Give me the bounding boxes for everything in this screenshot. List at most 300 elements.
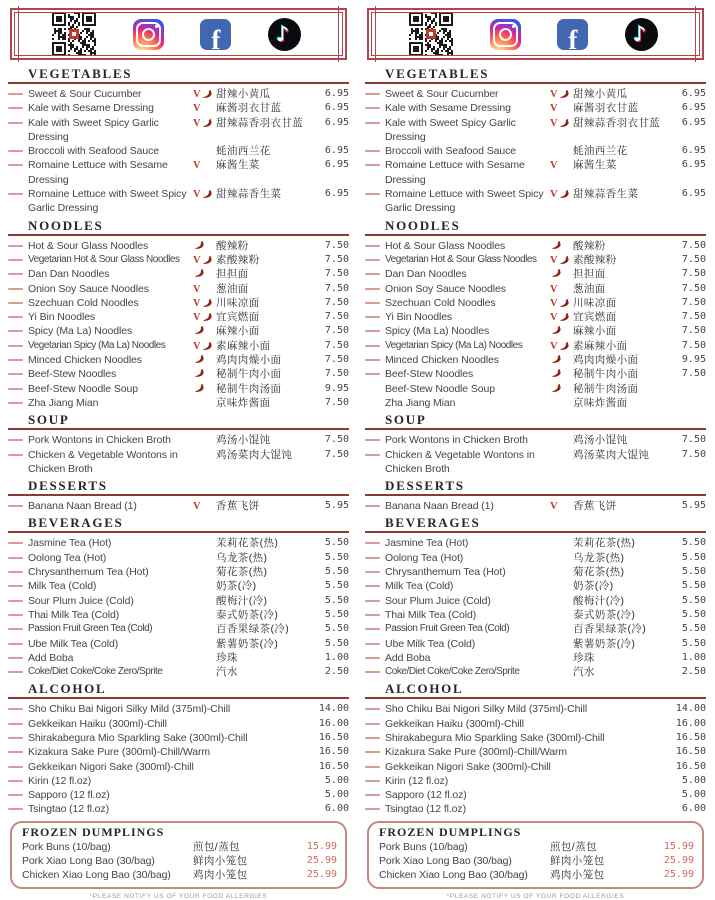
item-name-en: Milk Tea (Cold) (28, 580, 97, 593)
item-dash (8, 794, 23, 796)
menu-item-row (365, 353, 706, 367)
item-name-zh: 百香果绿茶(冷) (573, 623, 647, 636)
item-dash (8, 723, 23, 725)
item-price: 7.50 (681, 296, 706, 308)
item-zh-block (550, 579, 670, 593)
menu-item-row (8, 745, 349, 759)
item-price: 7.50 (324, 282, 349, 294)
item-dash (365, 671, 380, 673)
item-zh-block (193, 868, 301, 882)
item-badges (550, 144, 573, 145)
menu-section-noodles (8, 218, 349, 411)
item-zh-block (193, 608, 313, 622)
item-price: 5.00 (681, 774, 706, 786)
menu-item-row (8, 536, 349, 550)
item-zh-block (550, 637, 670, 651)
item-name-en: Hot & Sour Glass Noodles (28, 239, 149, 252)
item-price: 5.50 (324, 608, 349, 620)
item-zh-block (550, 608, 670, 622)
item-name-zh: 素麻辣小面 (573, 339, 628, 352)
item-name-en: Kirin (12 fl.oz) (28, 774, 92, 787)
vegetarian-badge: V (550, 189, 558, 201)
item-name-zh: 茉莉花茶(热) (216, 537, 279, 550)
section-title: NOODLES (28, 217, 104, 233)
allergy-note: *PLEASE NOTIFY US OF YOUR FOOD ALLERGIES (446, 892, 625, 900)
item-dash (365, 643, 380, 645)
menu-item-row (365, 637, 706, 651)
item-price: 6.95 (324, 188, 349, 200)
menu-item-row (8, 158, 349, 187)
item-zh-block (193, 637, 313, 651)
item-price: 5.50 (681, 623, 706, 635)
vegetarian-badge: V (550, 103, 558, 115)
item-name-en: Chicken Xiao Long Bao (30/bag) (379, 869, 528, 882)
frozen-dumplings-title: FROZEN DUMPLINGS (22, 824, 165, 839)
item-name-en: Chicken Xiao Long Bao (30/bag) (22, 869, 171, 882)
menu-item-row (8, 253, 349, 267)
menu-item-row (8, 760, 349, 774)
item-badges (193, 433, 216, 434)
item-name-zh: 麻酱生菜 (573, 159, 617, 172)
item-price: 16.50 (318, 746, 349, 758)
item-badges (550, 382, 573, 394)
item-zh-block (550, 651, 670, 665)
item-dash (8, 505, 23, 507)
item-zh-block (550, 282, 670, 296)
item-dash (365, 245, 380, 247)
section-rule (8, 697, 349, 699)
menu-section-alcohol (365, 681, 706, 816)
item-zh-block (550, 116, 670, 130)
item-dash (8, 671, 23, 673)
item-name-zh: 酸梅汁(冷) (573, 594, 625, 607)
item-dash (8, 316, 23, 318)
item-dash (8, 150, 23, 152)
item-dash (8, 557, 23, 559)
item-price: 7.50 (324, 339, 349, 351)
item-price: 6.95 (324, 145, 349, 157)
item-dash (365, 780, 380, 782)
menu-item-row (8, 339, 349, 353)
item-dash (8, 259, 23, 261)
menu-item-row (8, 579, 349, 593)
item-name-en: Kale with Sesame Dressing (385, 102, 511, 115)
item-zh-block (193, 854, 301, 868)
menu-item-row (8, 731, 349, 745)
item-dash (365, 708, 380, 710)
item-dash (365, 359, 380, 361)
item-name-en: Beef-Stew Noodles (28, 368, 117, 381)
item-dash (365, 557, 380, 559)
spicy-chili-icon (194, 325, 205, 336)
section-title: VEGETABLES (28, 66, 133, 81)
item-name-zh: 秘制牛肉小面 (216, 368, 282, 381)
item-zh-block (193, 433, 313, 447)
menu-column (365, 8, 706, 900)
item-badges (193, 339, 216, 353)
item-badges (193, 665, 216, 666)
menu-item-row (365, 339, 706, 353)
item-name-zh: 煎包/蒸包 (193, 840, 240, 853)
item-name-zh: 宜宾燃面 (573, 311, 617, 324)
social-header-box (367, 8, 704, 60)
item-name-en: Kale with Sesame Dressing (28, 102, 154, 115)
item-name-en: Jasmine Tea (Hot) (28, 537, 112, 550)
item-zh-block (193, 651, 313, 665)
item-name-en: Pork Buns (10/bag) (22, 840, 111, 853)
item-price: 7.50 (324, 311, 349, 323)
item-price: 7.50 (681, 311, 706, 323)
item-name-zh: 蚝油西兰花 (573, 145, 628, 158)
item-price: 5.50 (681, 580, 706, 592)
section-rule (365, 428, 706, 430)
item-name-zh: 茉莉花茶(热) (573, 537, 636, 550)
item-badges (550, 622, 573, 623)
item-zh-block (193, 267, 313, 281)
item-name-zh: 鸡汤菜肉大馄饨 (216, 448, 293, 461)
menu-item-row (8, 622, 349, 636)
item-price: 16.50 (318, 760, 349, 772)
vegetarian-badge: V (550, 501, 558, 513)
vegetarian-badge: V (193, 501, 201, 513)
item-badges (193, 353, 216, 365)
item-badges (550, 499, 573, 513)
item-zh-block (193, 840, 301, 854)
spicy-chili-icon (202, 118, 213, 129)
item-name-en: Yi Bin Noodles (385, 311, 453, 324)
item-badges (193, 267, 216, 279)
item-name-zh: 菊花茶(热) (573, 566, 625, 579)
item-price: 16.50 (318, 731, 349, 743)
instagram-dot (512, 25, 515, 28)
item-name-zh: 奶茶(冷) (216, 580, 257, 593)
section-rule (365, 494, 706, 496)
menu-item-row (365, 158, 706, 187)
item-name-en: Add Boba (385, 651, 431, 664)
item-dash (365, 585, 380, 587)
item-price: 25.99 (306, 869, 337, 881)
item-price: 1.00 (681, 651, 706, 663)
menu-item-row (8, 239, 349, 253)
item-name-en: Vegetarian Spicy (Ma La) Noodles (28, 339, 166, 351)
spicy-chili-icon (559, 298, 570, 309)
item-name-en: Sapporo (12 fl.oz) (28, 789, 110, 802)
section-title: VEGETABLES (385, 66, 490, 81)
item-name-en: Passion Fruit Green Tea (Cold) (28, 623, 153, 635)
item-zh-block (193, 499, 313, 513)
menu-item-row (8, 774, 349, 788)
item-zh-block (550, 339, 670, 353)
item-name-zh: 甜辣小黄瓜 (216, 88, 271, 100)
item-zh-block (550, 665, 670, 679)
item-name-en: Tsingtao (12 fl.oz) (385, 803, 466, 816)
item-name-en: Kale with Sweet Spicy Garlic Dressing (385, 116, 516, 143)
item-dash (365, 600, 380, 602)
item-badges (550, 282, 573, 296)
item-zh-block (193, 101, 313, 115)
item-price: 6.00 (324, 803, 349, 815)
item-zh-block (550, 324, 670, 338)
facebook-icon (557, 19, 588, 50)
item-badges (193, 87, 216, 101)
item-name-en: Sho Chiku Bai Nigori Silky Mild (375ml)-Chill (385, 703, 588, 716)
item-dash (8, 330, 23, 332)
item-name-en: Banana Naan Bread (1) (385, 500, 494, 513)
spicy-chili-icon (202, 341, 213, 352)
menu-section-beverages (365, 515, 706, 679)
item-price: 5.50 (324, 637, 349, 649)
item-badges (550, 187, 573, 201)
item-badges (550, 579, 573, 580)
menu-item-row (365, 101, 706, 115)
item-price: 6.95 (681, 159, 706, 171)
item-name-zh: 珍珠 (573, 651, 595, 664)
social-header-box (10, 8, 347, 60)
spicy-chili-icon (559, 341, 570, 352)
item-dash (8, 288, 23, 290)
item-zh-block (193, 239, 313, 253)
item-badges (193, 310, 216, 324)
frozen-dumplings-box (367, 821, 704, 889)
item-dash (365, 330, 380, 332)
item-price: 5.50 (324, 623, 349, 635)
item-dash (8, 193, 23, 195)
item-price: 5.50 (681, 594, 706, 606)
item-name-en: Romaine Lettuce with Sesame Dressing (28, 159, 168, 186)
menu-item-row (365, 396, 706, 410)
item-name-zh: 麻酱羽衣甘蓝 (573, 102, 639, 115)
item-name-zh: 菊花茶(热) (216, 566, 268, 579)
menu-item-row (379, 868, 694, 882)
item-name-zh: 汽水 (573, 666, 595, 679)
menu-item-row (365, 144, 706, 158)
item-badges (550, 339, 573, 353)
item-zh-block (550, 622, 670, 636)
item-name-zh: 汽水 (216, 666, 238, 679)
item-dash (8, 373, 23, 375)
menu-section-soup (8, 412, 349, 476)
tiktok-icon (268, 18, 301, 51)
item-badges (550, 448, 573, 449)
item-name-en: Thai Milk Tea (Cold) (28, 608, 120, 621)
item-name-zh: 麻酱生菜 (216, 159, 260, 172)
item-price: 16.00 (318, 717, 349, 729)
item-price: 5.50 (681, 608, 706, 620)
item-zh-block (550, 448, 670, 462)
item-dash (365, 542, 380, 544)
item-price: 7.50 (681, 253, 706, 265)
item-dash (8, 542, 23, 544)
item-price: 16.50 (675, 760, 706, 772)
item-price: 15.99 (306, 840, 337, 852)
vegetarian-badge: V (550, 117, 558, 129)
item-price: 9.95 (681, 354, 706, 366)
item-name-zh: 鸡汤小馄饨 (216, 434, 271, 447)
spicy-chili-icon (559, 118, 570, 129)
item-price: 5.50 (324, 594, 349, 606)
item-badges (193, 187, 216, 201)
item-dash (8, 107, 23, 109)
menu-item-row (365, 565, 706, 579)
menu-item-row (8, 637, 349, 651)
item-name-zh: 鸡汤小馄饨 (573, 434, 628, 447)
instagram-icon (490, 19, 521, 50)
item-name-zh: 甜辣蒜香羽衣甘蓝 (573, 116, 661, 129)
menu-item-row (8, 651, 349, 665)
allergy-note: *PLEASE NOTIFY US OF YOUR FOOD ALLERGIES (89, 892, 268, 900)
menu-item-row (365, 760, 706, 774)
item-badges (193, 239, 216, 251)
item-dash (8, 122, 23, 124)
vegetarian-badge: V (193, 254, 201, 266)
vegetarian-badge: V (550, 340, 558, 352)
item-name-en: Chicken & Vegetable Wontons in Chicken Broth (28, 448, 178, 475)
item-dash (8, 439, 23, 441)
item-price: 7.50 (324, 354, 349, 366)
item-zh-block (550, 565, 670, 579)
item-badges (550, 536, 573, 537)
item-name-en: Chrysanthemum Tea (Hot) (28, 566, 149, 579)
item-dash (8, 600, 23, 602)
menu-item-row (365, 282, 706, 296)
item-badges (193, 551, 216, 552)
item-name-en: Thai Milk Tea (Cold) (385, 608, 477, 621)
item-dash (8, 245, 23, 247)
item-price: 7.50 (324, 296, 349, 308)
section-title: ALCOHOL (385, 681, 464, 697)
vegetarian-badge: V (193, 312, 201, 324)
item-name-en: Chicken & Vegetable Wontons in Chicken Broth (385, 448, 535, 475)
item-name-en: Sapporo (12 fl.oz) (385, 789, 467, 802)
item-name-zh: 甜辣蒜香生菜 (216, 188, 282, 201)
item-badges (193, 367, 216, 379)
menu-section-desserts (365, 478, 706, 513)
section-rule (365, 82, 706, 84)
menu-item-row (8, 267, 349, 281)
section-title: ALCOHOL (28, 681, 107, 697)
item-name-en: Spicy (Ma La) Noodles (28, 325, 133, 338)
section-title: SOUP (385, 412, 427, 428)
item-badges (550, 665, 573, 666)
item-dash (8, 780, 23, 782)
item-zh-block (193, 296, 313, 310)
item-badges (550, 253, 573, 267)
item-badges (193, 282, 216, 296)
menu-item-row (365, 87, 706, 101)
item-zh-block (193, 665, 313, 679)
item-dash (365, 794, 380, 796)
menu-item-row (8, 565, 349, 579)
item-zh-block (550, 296, 670, 310)
menu-section-vegetables (365, 66, 706, 216)
item-name-en: Beef-Stew Noodle Soup (385, 382, 495, 395)
item-name-en: Sho Chiku Bai Nigori Silky Mild (375ml)-Chill (28, 703, 231, 716)
item-price: 7.50 (681, 282, 706, 294)
menu-item-row (8, 594, 349, 608)
frozen-dumplings-rows (22, 840, 337, 883)
item-badges (550, 608, 573, 609)
item-zh-block (193, 565, 313, 579)
section-title: DESSERTS (385, 478, 465, 494)
item-zh-block (550, 499, 670, 513)
item-name-en: Minced Chicken Noodles (385, 354, 499, 367)
item-dash (8, 571, 23, 573)
item-zh-block (550, 433, 670, 447)
item-name-zh: 奶茶(冷) (573, 580, 614, 593)
frame-tick (18, 6, 19, 62)
item-price: 14.00 (318, 703, 349, 715)
spicy-chili-icon (202, 298, 213, 309)
item-zh-block (550, 551, 670, 565)
vegetarian-badge: V (550, 254, 558, 266)
item-dash (8, 657, 23, 659)
item-dash (8, 737, 23, 739)
item-dash (365, 373, 380, 375)
item-price: 5.50 (324, 566, 349, 578)
item-zh-block (193, 551, 313, 565)
item-price: 6.95 (324, 102, 349, 114)
item-badges (193, 608, 216, 609)
vegetarian-badge: V (193, 297, 201, 309)
item-zh-block (193, 187, 313, 201)
section-title: DESSERTS (28, 478, 108, 494)
item-name-en: Zha Jiang Mian (28, 396, 99, 409)
item-zh-block (193, 536, 313, 550)
item-zh-block (193, 382, 313, 396)
frozen-dumplings-title: FROZEN DUMPLINGS (379, 824, 522, 839)
item-badges (550, 267, 573, 279)
item-name-zh: 鸡肉肉燥小面 (573, 354, 639, 367)
item-name-en: Ube Milk Tea (Cold) (28, 637, 119, 650)
item-badges (193, 637, 216, 638)
menu-item-row (8, 551, 349, 565)
menu-item-row (365, 731, 706, 745)
item-name-zh: 秘制牛肉汤面 (573, 382, 639, 395)
item-name-en: Dan Dan Noodles (385, 268, 467, 281)
spicy-chili-icon (559, 255, 570, 266)
item-dash (8, 402, 23, 404)
menu-section-noodles (365, 218, 706, 411)
spicy-chili-icon (551, 383, 562, 394)
item-price: 5.50 (681, 551, 706, 563)
item-price: 7.50 (324, 253, 349, 265)
item-name-en: Kale with Sweet Spicy Garlic Dressing (28, 116, 159, 143)
item-name-zh: 秘制牛肉小面 (573, 368, 639, 381)
item-dash (365, 345, 380, 347)
item-price: 7.50 (324, 268, 349, 280)
item-name-zh: 担担面 (216, 268, 249, 281)
menu-section-soup (365, 412, 706, 476)
item-badges (193, 324, 216, 336)
vegetarian-badge: V (193, 89, 201, 100)
item-dash (8, 93, 23, 95)
menu-item-row (8, 608, 349, 622)
item-badges (193, 594, 216, 595)
item-name-en: Shirakabegura Mio Sparkling Sake (300ml)-Chill (28, 731, 248, 744)
item-dash (365, 150, 380, 152)
item-dash (8, 751, 23, 753)
item-name-en: Onion Soy Sauce Noodles (385, 282, 506, 295)
item-zh-block (550, 594, 670, 608)
item-name-en: Dan Dan Noodles (28, 268, 110, 281)
section-rule (365, 531, 706, 533)
item-zh-block (193, 282, 313, 296)
item-badges (550, 116, 573, 130)
item-badges (550, 296, 573, 310)
spicy-chili-icon (551, 325, 562, 336)
item-dash (8, 808, 23, 810)
section-title: NOODLES (385, 217, 461, 233)
